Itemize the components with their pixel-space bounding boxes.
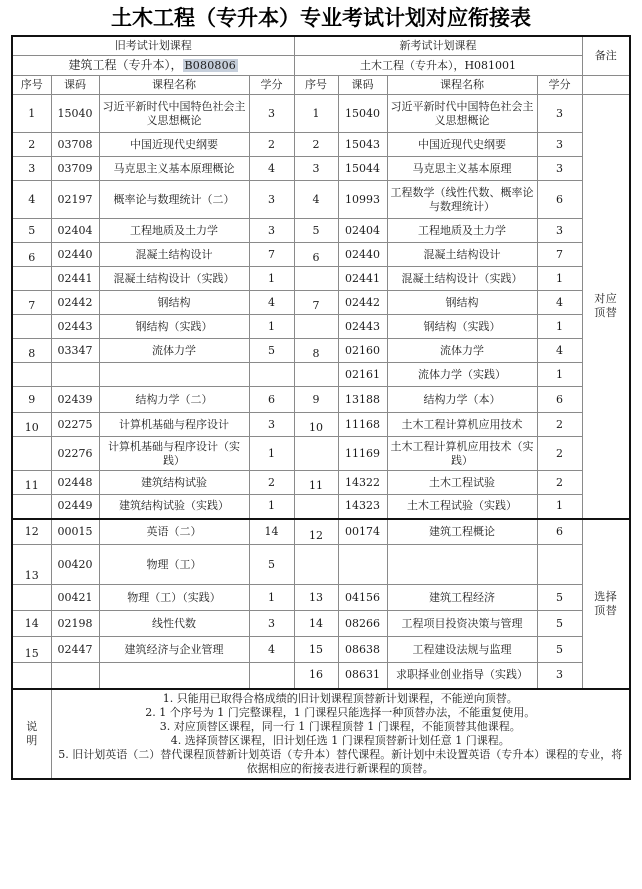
corresponding-new-name: 土木工程试验（实践） [387, 495, 537, 519]
corresponding-new-no [294, 495, 338, 519]
col-new-credit: 学分 [537, 76, 582, 95]
corresponding-new-code: 02441 [338, 267, 387, 291]
old-plan-band: 旧考试计划课程 [12, 36, 294, 56]
optional-old-credit: 5 [249, 545, 294, 585]
optional-new-code: 04156 [338, 585, 387, 611]
table-row [12, 413, 630, 437]
remark-line-2: 顶替 [594, 306, 618, 320]
corresponding-new-code: 13188 [338, 387, 387, 413]
table-row [12, 495, 630, 519]
corresponding-new-code: 02442 [338, 291, 387, 315]
optional-old-no: 15 [12, 637, 51, 663]
corresponding-old-no [12, 495, 51, 519]
corresponding-old-code: 02275 [51, 413, 99, 437]
corresponding-old-code: 02442 [51, 291, 99, 315]
table-row [12, 545, 630, 585]
corresponding-old-name: 流体力学 [99, 339, 249, 363]
corresponding-old-credit: 2 [249, 471, 294, 495]
optional-new-no: 15 [294, 637, 338, 663]
notes-row [12, 689, 630, 779]
corresponding-old-credit: 3 [249, 181, 294, 219]
corresponding-old-code: 02443 [51, 315, 99, 339]
table-row [12, 519, 630, 545]
corresponding-old-name: 工程地质及土力学 [99, 219, 249, 243]
corresponding-new-name: 工程数学（线性代数、概率论与数理统计） [387, 181, 537, 219]
col-old-no: 序号 [12, 76, 51, 95]
optional-old-no [12, 663, 51, 689]
table-row [12, 243, 630, 267]
corresponding-old-code: 03708 [51, 133, 99, 157]
corresponding-new-credit: 7 [537, 243, 582, 267]
optional-new-no: 12 [294, 519, 338, 545]
optional-new-credit: 5 [537, 585, 582, 611]
remark-line-1: 选择 [594, 589, 618, 603]
corresponding-old-credit: 1 [249, 437, 294, 471]
optional-old-no: 13 [12, 545, 51, 585]
column-header-row [12, 76, 630, 95]
optional-new-code: 08638 [338, 637, 387, 663]
corresponding-old-no: 5 [12, 219, 51, 243]
course-mapping-table [11, 35, 631, 780]
corresponding-new-no: 8 [294, 339, 338, 363]
corresponding-old-credit: 3 [249, 219, 294, 243]
page-title: 土木工程（专升本）专业考试计划对应衔接表 [111, 5, 531, 30]
corresponding-new-credit: 4 [537, 291, 582, 315]
corresponding-old-credit: 7 [249, 243, 294, 267]
old-program-code-highlight[interactable]: B080806 [184, 59, 236, 72]
optional-remark-cell [582, 519, 630, 689]
corresponding-new-code: 02443 [338, 315, 387, 339]
optional-new-credit: 6 [537, 519, 582, 545]
old-program-cell [12, 56, 294, 76]
corresponding-old-no: 7 [12, 291, 51, 315]
corresponding-new-no: 4 [294, 181, 338, 219]
new-plan-band: 新考试计划课程 [294, 36, 582, 56]
corresponding-old-no [12, 437, 51, 471]
corresponding-new-code: 14322 [338, 471, 387, 495]
corresponding-new-code: 15040 [338, 95, 387, 133]
table-row [12, 219, 630, 243]
corresponding-old-code: 03347 [51, 339, 99, 363]
optional-old-name: 建筑经济与企业管理 [99, 637, 249, 663]
corresponding-old-name: 混凝土结构设计（实践） [99, 267, 249, 291]
optional-old-credit [249, 663, 294, 689]
corresponding-new-credit: 1 [537, 363, 582, 387]
corresponding-old-name: 中国近现代史纲要 [99, 133, 249, 157]
corresponding-old-credit: 4 [249, 157, 294, 181]
optional-old-credit: 3 [249, 611, 294, 637]
corresponding-old-code: 02449 [51, 495, 99, 519]
corresponding-old-name: 计算机基础与程序设计（实践） [99, 437, 249, 471]
corresponding-old-name [99, 363, 249, 387]
col-new-name: 课程名称 [387, 76, 537, 95]
corresponding-old-name: 混凝土结构设计 [99, 243, 249, 267]
optional-old-code: 00420 [51, 545, 99, 585]
optional-new-name: 工程建设法规与监理 [387, 637, 537, 663]
corresponding-old-code: 03709 [51, 157, 99, 181]
corresponding-new-name: 流体力学（实践） [387, 363, 537, 387]
corresponding-new-name: 中国近现代史纲要 [387, 133, 537, 157]
corresponding-new-code: 10993 [338, 181, 387, 219]
corresponding-new-no [294, 315, 338, 339]
corresponding-old-no: 2 [12, 133, 51, 157]
corresponding-old-no: 1 [12, 95, 51, 133]
col-new-code: 课码 [338, 76, 387, 95]
table-row [12, 267, 630, 291]
optional-new-name: 建筑工程概论 [387, 519, 537, 545]
corresponding-old-name: 钢结构（实践） [99, 315, 249, 339]
corresponding-new-name: 结构力学（本） [387, 387, 537, 413]
optional-new-credit: 3 [537, 663, 582, 689]
corresponding-new-credit: 4 [537, 339, 582, 363]
corresponding-new-code: 02440 [338, 243, 387, 267]
notes-label-line-2: 明 [26, 733, 38, 747]
optional-new-credit: 5 [537, 611, 582, 637]
corresponding-new-credit: 2 [537, 471, 582, 495]
table-row [12, 133, 630, 157]
corresponding-new-name: 习近平新时代中国特色社会主义思想概论 [387, 95, 537, 133]
corresponding-new-no [294, 267, 338, 291]
corresponding-old-credit: 1 [249, 267, 294, 291]
col-old-name: 课程名称 [99, 76, 249, 95]
optional-old-code [51, 663, 99, 689]
corresponding-new-credit: 2 [537, 413, 582, 437]
corresponding-old-code: 15040 [51, 95, 99, 133]
corresponding-old-name: 马克思主义基本原理概论 [99, 157, 249, 181]
note-item-2: 2. 1 个序号为 1 门完整课程，1 门课程只能选择一种顶替办法，不能重复使用。 [145, 705, 536, 719]
optional-new-name [387, 545, 537, 585]
header-band-row [12, 36, 630, 56]
optional-old-credit: 1 [249, 585, 294, 611]
optional-new-code [338, 545, 387, 585]
corresponding-old-no [12, 267, 51, 291]
table-row [12, 181, 630, 219]
corresponding-new-credit: 3 [537, 95, 582, 133]
corresponding-old-code: 02448 [51, 471, 99, 495]
corresponding-new-code: 11168 [338, 413, 387, 437]
corresponding-new-name: 钢结构（实践） [387, 315, 537, 339]
table-row [12, 291, 630, 315]
corresponding-old-credit: 3 [249, 95, 294, 133]
corresponding-new-no [294, 363, 338, 387]
optional-old-name: 线性代数 [99, 611, 249, 637]
corresponding-new-credit: 3 [537, 157, 582, 181]
corresponding-new-code: 02161 [338, 363, 387, 387]
table-row [12, 471, 630, 495]
note-item-1: 1. 只能用已取得合格成绩的旧计划课程顶替新计划课程，不能逆向顶替。 [162, 691, 518, 705]
corresponding-new-credit: 2 [537, 437, 582, 471]
corresponding-new-no: 6 [294, 243, 338, 267]
optional-old-code: 00421 [51, 585, 99, 611]
table-row [12, 637, 630, 663]
corresponding-new-no: 10 [294, 413, 338, 437]
optional-new-code: 00174 [338, 519, 387, 545]
corresponding-old-code: 02441 [51, 267, 99, 291]
corresponding-new-name: 土木工程计算机应用技术 [387, 413, 537, 437]
corresponding-old-no: 4 [12, 181, 51, 219]
corresponding-old-no: 9 [12, 387, 51, 413]
corresponding-old-name: 建筑结构试验（实践） [99, 495, 249, 519]
remark-band: 备注 [582, 36, 630, 76]
optional-new-name: 求职择业创业指导（实践） [387, 663, 537, 689]
col-new-no: 序号 [294, 76, 338, 95]
new-program-cell: 土木工程（专升本），H081001 [294, 56, 582, 76]
optional-old-name: 英语（二） [99, 519, 249, 545]
optional-new-code: 08631 [338, 663, 387, 689]
corresponding-old-name: 概率论与数理统计（二） [99, 181, 249, 219]
table-row [12, 611, 630, 637]
corresponding-new-no: 5 [294, 219, 338, 243]
corresponding-old-credit: 5 [249, 339, 294, 363]
corresponding-old-credit: 3 [249, 413, 294, 437]
corresponding-new-credit: 3 [537, 219, 582, 243]
optional-old-credit: 14 [249, 519, 294, 545]
optional-old-name [99, 663, 249, 689]
optional-old-no [12, 585, 51, 611]
corresponding-new-code: 15043 [338, 133, 387, 157]
optional-old-name: 物理（工） [99, 545, 249, 585]
corresponding-new-no: 7 [294, 291, 338, 315]
corresponding-old-credit: 1 [249, 315, 294, 339]
table-row [12, 157, 630, 181]
optional-new-code: 08266 [338, 611, 387, 637]
corresponding-new-no: 2 [294, 133, 338, 157]
corresponding-old-credit: 4 [249, 291, 294, 315]
optional-old-no: 14 [12, 611, 51, 637]
corresponding-old-no: 8 [12, 339, 51, 363]
corresponding-new-credit: 3 [537, 133, 582, 157]
notes-label-line-1: 说 [26, 719, 38, 733]
optional-new-name: 建筑工程经济 [387, 585, 537, 611]
corresponding-old-no [12, 315, 51, 339]
table-row [12, 363, 630, 387]
corresponding-old-credit [249, 363, 294, 387]
corresponding-new-no: 3 [294, 157, 338, 181]
note-item-4: 4. 选择顶替区课程，旧计划任选 1 门课程顶替新计划任意 1 门课程。 [170, 733, 510, 747]
corresponding-old-code: 02440 [51, 243, 99, 267]
corresponding-new-no: 9 [294, 387, 338, 413]
corresponding-old-name: 计算机基础与程序设计 [99, 413, 249, 437]
corresponding-old-name: 建筑结构试验 [99, 471, 249, 495]
corresponding-old-credit: 6 [249, 387, 294, 413]
corresponding-old-code: 02276 [51, 437, 99, 471]
optional-new-no: 16 [294, 663, 338, 689]
corresponding-new-name: 流体力学 [387, 339, 537, 363]
corresponding-new-name: 混凝土结构设计 [387, 243, 537, 267]
notes-body [51, 689, 630, 779]
corresponding-new-no [294, 437, 338, 471]
table-row [12, 663, 630, 689]
corresponding-new-name: 混凝土结构设计（实践） [387, 267, 537, 291]
table-row [12, 437, 630, 471]
optional-old-code: 02198 [51, 611, 99, 637]
corresponding-old-no [12, 363, 51, 387]
table-row [12, 387, 630, 413]
corresponding-old-no: 6 [12, 243, 51, 267]
col-remark [582, 76, 630, 95]
remark-line-1: 对应 [594, 292, 618, 306]
corresponding-new-name: 土木工程计算机应用技术（实践） [387, 437, 537, 471]
table-row [12, 95, 630, 133]
corresponding-old-code: 02439 [51, 387, 99, 413]
table-row [12, 585, 630, 611]
corresponding-new-credit: 6 [537, 181, 582, 219]
corresponding-old-code: 02197 [51, 181, 99, 219]
corresponding-old-credit: 2 [249, 133, 294, 157]
optional-old-credit: 4 [249, 637, 294, 663]
corresponding-old-no: 10 [12, 413, 51, 437]
note-item-5: 5. 旧计划英语（二）替代课程顶替新计划英语（专升本）替代课程。新计划中未设置英语（专升本）课程的专业，将依据相应的衔接表进行新课程的顶替。 [58, 747, 623, 775]
corresponding-new-name: 土木工程试验 [387, 471, 537, 495]
corresponding-old-no: 11 [12, 471, 51, 495]
corresponding-new-no: 1 [294, 95, 338, 133]
corresponding-new-name: 工程地质及土力学 [387, 219, 537, 243]
optional-new-credit: 5 [537, 637, 582, 663]
corresponding-old-name: 钢结构 [99, 291, 249, 315]
corresponding-new-credit: 1 [537, 315, 582, 339]
corresponding-old-name: 习近平新时代中国特色社会主义思想概论 [99, 95, 249, 133]
corresponding-old-code [51, 363, 99, 387]
optional-new-no [294, 545, 338, 585]
col-old-credit: 学分 [249, 76, 294, 95]
corresponding-new-code: 11169 [338, 437, 387, 471]
corresponding-new-code: 14323 [338, 495, 387, 519]
corresponding-new-code: 15044 [338, 157, 387, 181]
corresponding-old-no: 3 [12, 157, 51, 181]
corresponding-old-name: 结构力学（二） [99, 387, 249, 413]
corresponding-remark-cell [582, 95, 630, 519]
old-program-name: 建筑工程（专升本）， [68, 58, 183, 72]
corresponding-new-no: 11 [294, 471, 338, 495]
corresponding-old-code: 02404 [51, 219, 99, 243]
col-old-code: 课码 [51, 76, 99, 95]
corresponding-old-credit: 1 [249, 495, 294, 519]
table-row [12, 315, 630, 339]
optional-old-name: 物理（工）（实践） [99, 585, 249, 611]
corresponding-new-name: 钢结构 [387, 291, 537, 315]
optional-new-credit [537, 545, 582, 585]
remark-line-2: 顶替 [594, 603, 618, 617]
corresponding-new-credit: 6 [537, 387, 582, 413]
optional-old-no: 12 [12, 519, 51, 545]
corresponding-new-code: 02160 [338, 339, 387, 363]
program-row [12, 56, 630, 76]
notes-label [12, 689, 51, 779]
optional-new-no: 13 [294, 585, 338, 611]
corresponding-new-code: 02404 [338, 219, 387, 243]
optional-new-name: 工程项目投资决策与管理 [387, 611, 537, 637]
corresponding-new-credit: 1 [537, 495, 582, 519]
corresponding-new-credit: 1 [537, 267, 582, 291]
table-row [12, 339, 630, 363]
optional-old-code: 00015 [51, 519, 99, 545]
optional-old-code: 02447 [51, 637, 99, 663]
table-body [12, 36, 630, 779]
corresponding-new-name: 马克思主义基本原理 [387, 157, 537, 181]
note-item-3: 3. 对应顶替区课程，同一行 1 门课程顶替 1 门课程，不能顶替其他课程。 [159, 719, 521, 733]
optional-new-no: 14 [294, 611, 338, 637]
